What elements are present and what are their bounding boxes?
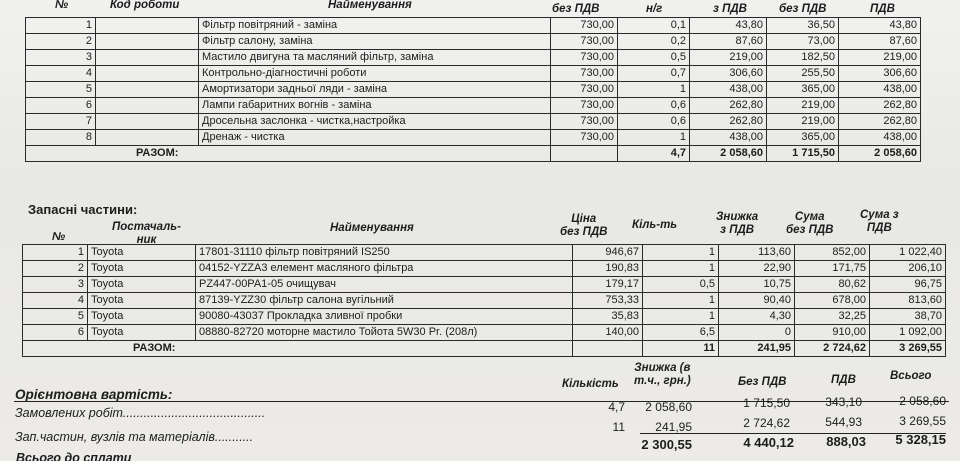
parts-cell-discount: 22,90 (719, 261, 795, 277)
parts-cell-discount: 0 (719, 325, 795, 341)
works-cell-hours: 0,6 (618, 98, 690, 114)
works-total-row (26, 146, 921, 162)
works-row (26, 130, 921, 146)
parts-cell-name: 87139-YZZ30 фільтр салона вугільний (196, 293, 573, 309)
parts-col-supplier-header: Постачаль- ник (112, 221, 181, 246)
parts-cell-name: PZ447-00PA1-05 очищувач (196, 277, 573, 293)
works-cell-price: 730,00 (551, 34, 618, 50)
parts-cell-supplier: Toyota (88, 325, 196, 341)
works-cell-price: 730,00 (551, 98, 618, 114)
parts-total-label: РАЗОМ: (23, 341, 573, 357)
works-cell-code (96, 98, 199, 114)
works-col-novat-header: без ПДВ (779, 3, 827, 15)
works-cell-no-vat: 219,00 (767, 114, 839, 130)
parts-cell-qty: 6,5 (643, 325, 719, 341)
parts-cell-sum-vat: 813,60 (870, 293, 946, 309)
summary-row-parts-total: 3 269,55 (899, 414, 946, 428)
works-cell-vat: 43,80 (839, 18, 921, 34)
works-col-price-header: без ПДВ (552, 3, 600, 15)
works-col-withvat-header: з ПДВ (713, 3, 747, 15)
summary-divider (14, 401, 949, 402)
works-cell-price: 730,00 (551, 114, 618, 130)
parts-row (23, 245, 946, 261)
parts-cell-price: 35,83 (573, 309, 643, 325)
works-cell-with-vat: 219,00 (690, 50, 767, 66)
works-row (26, 34, 921, 50)
works-cell-no-vat: 365,00 (767, 130, 839, 146)
works-cell-with-vat: 306,60 (690, 66, 767, 82)
summary-row-works-label: Замовлених робіт......................................... (15, 406, 266, 420)
works-cell-no-vat: 255,50 (767, 66, 839, 82)
works-cell-vat: 262,80 (839, 98, 921, 114)
summary-total-discount: 2 300,55 (641, 437, 692, 452)
parts-col-price-header: Ціна без ПДВ (560, 213, 608, 238)
summary-title: Орієнтовна вартість: (15, 387, 173, 402)
works-total-hours: 4,7 (618, 146, 690, 162)
works-cell-price: 730,00 (551, 82, 618, 98)
summary-row-works-vat: 343,10 (825, 395, 862, 409)
works-table (25, 17, 921, 162)
parts-cell-price: 179,17 (573, 277, 643, 293)
summary-vat-header: ПДВ (831, 374, 856, 386)
parts-col-sumnovat-header: Сума без ПДВ (786, 211, 834, 236)
summary-row-works-qty: 4,7 (608, 400, 625, 414)
parts-col-qty-header: Кіль-ть (632, 219, 678, 231)
parts-cell-supplier: Toyota (88, 261, 196, 277)
summary-row-parts-qty: 11 (612, 420, 625, 434)
works-cell-with-vat: 43,80 (690, 18, 767, 34)
parts-section-title: Запасні частини: (28, 202, 138, 217)
works-cell-no-vat: 365,00 (767, 82, 839, 98)
parts-cell-sum-no-vat: 852,00 (795, 245, 870, 261)
works-col-n-header: № (55, 0, 69, 11)
works-cell-no-vat: 182,50 (767, 50, 839, 66)
parts-cell-n: 4 (23, 293, 88, 309)
works-cell-name: Лампи габаритних вогнів - заміна (199, 98, 551, 114)
parts-cell-discount: 10,75 (719, 277, 795, 293)
works-cell-hours: 0,2 (618, 34, 690, 50)
parts-cell-qty: 1 (643, 293, 719, 309)
works-row (26, 18, 921, 34)
summary-total-vat: 888,03 (826, 434, 866, 449)
parts-cell-supplier: Toyota (88, 293, 196, 309)
works-cell-hours: 0,6 (618, 114, 690, 130)
parts-cell-qty: 1 (643, 309, 719, 325)
works-cell-with-vat: 262,80 (690, 114, 767, 130)
works-cell-n: 8 (26, 130, 96, 146)
parts-cell-n: 2 (23, 261, 88, 277)
parts-col-n-header: № (52, 231, 66, 243)
works-cell-no-vat: 73,00 (767, 34, 839, 50)
works-cell-code (96, 82, 199, 98)
works-cell-price: 730,00 (551, 66, 618, 82)
works-cell-n: 7 (26, 114, 96, 130)
works-cell-price: 730,00 (551, 18, 618, 34)
works-cell-n: 6 (26, 98, 96, 114)
parts-cell-supplier: Toyota (88, 245, 196, 261)
parts-cell-discount: 113,60 (719, 245, 795, 261)
works-cell-code (96, 18, 199, 34)
works-total-no-vat: 1 715,50 (767, 146, 839, 162)
parts-col-sumvat-header: Сума з ПДВ (860, 209, 899, 234)
parts-cell-sum-no-vat: 910,00 (795, 325, 870, 341)
summary-total-header: Всього (890, 370, 932, 382)
summary-row-works-discount: 2 058,60 (645, 400, 692, 414)
parts-cell-discount: 4,30 (719, 309, 795, 325)
works-cell-n: 3 (26, 50, 96, 66)
works-cell-with-vat: 87,60 (690, 34, 767, 50)
parts-row (23, 277, 946, 293)
parts-cell-supplier: Toyota (88, 309, 196, 325)
works-cell-code (96, 50, 199, 66)
parts-row (23, 261, 946, 277)
works-cell-name: Контрольно-діагностичні роботи (199, 66, 551, 82)
works-total-blank (551, 146, 618, 162)
works-col-hours-header: н/г (646, 3, 663, 15)
works-row (26, 66, 921, 82)
summary-novat-header: Без ПДВ (738, 376, 787, 388)
parts-cell-n: 1 (23, 245, 88, 261)
works-col-code-header: Код роботи (110, 0, 180, 11)
parts-cell-sum-vat: 206,10 (870, 261, 946, 277)
works-cell-name: Дросельна заслонка - чистка,настройка (199, 114, 551, 130)
works-cell-with-vat: 262,80 (690, 98, 767, 114)
parts-cell-sum-no-vat: 32,25 (795, 309, 870, 325)
parts-total-sum-vat: 3 269,55 (870, 341, 946, 357)
parts-cell-price: 190,83 (573, 261, 643, 277)
works-cell-no-vat: 36,50 (767, 18, 839, 34)
amount-due-label: Всього до сплати (16, 451, 132, 461)
parts-cell-n: 3 (23, 277, 88, 293)
works-cell-with-vat: 438,00 (690, 82, 767, 98)
summary-row-parts-label: Зап.частин, вузлів та матеріалів........... (15, 430, 254, 444)
works-cell-vat: 219,00 (839, 50, 921, 66)
parts-cell-sum-no-vat: 171,75 (795, 261, 870, 277)
summary-discount-header: Знижка (в т.ч., грн.) (634, 362, 691, 387)
parts-cell-price: 140,00 (573, 325, 643, 341)
parts-cell-price: 753,33 (573, 293, 643, 309)
works-row (26, 98, 921, 114)
works-cell-price: 730,00 (551, 130, 618, 146)
works-row (26, 114, 921, 130)
works-cell-hours: 1 (618, 130, 690, 146)
works-cell-vat: 438,00 (839, 130, 921, 146)
works-col-name-header: Найменування (328, 0, 412, 11)
parts-cell-name: 08880-82720 моторне мастило Тойота 5W30 Pr. (208л) (196, 325, 573, 341)
works-total-vat: 2 058,60 (839, 146, 921, 162)
works-total-with-vat: 2 058,60 (690, 146, 767, 162)
summary-row-works-total: 2 058,60 (899, 394, 946, 408)
works-cell-vat: 438,00 (839, 82, 921, 98)
parts-total-discount: 241,95 (719, 341, 795, 357)
parts-cell-qty: 0,5 (643, 277, 719, 293)
works-cell-name: Амортизатори задньої ляди - заміна (199, 82, 551, 98)
works-cell-vat: 87,60 (839, 34, 921, 50)
works-cell-hours: 0,5 (618, 50, 690, 66)
works-cell-hours: 0,1 (618, 18, 690, 34)
parts-cell-sum-vat: 38,70 (870, 309, 946, 325)
parts-table (22, 244, 946, 357)
parts-total-row (23, 341, 946, 357)
parts-total-sum-no-vat: 2 724,62 (795, 341, 870, 357)
summary-row-parts-novat: 2 724,62 (743, 416, 790, 430)
parts-total-blank (573, 341, 643, 357)
works-cell-no-vat: 219,00 (767, 98, 839, 114)
summary-total-novat: 4 440,12 (743, 435, 794, 450)
parts-cell-discount: 90,40 (719, 293, 795, 309)
works-cell-n: 5 (26, 82, 96, 98)
works-col-vat-header: ПДВ (870, 3, 895, 15)
parts-cell-name: 90080-43037 Прокладка зливної пробки (196, 309, 573, 325)
parts-cell-supplier: Toyota (88, 277, 196, 293)
parts-cell-name: 17801-31110 фільтр повітряний IS250 (196, 245, 573, 261)
parts-cell-sum-no-vat: 80,62 (795, 277, 870, 293)
works-row (26, 82, 921, 98)
works-cell-hours: 1 (618, 82, 690, 98)
summary-qty-header: Кількість (562, 378, 619, 390)
parts-cell-n: 6 (23, 325, 88, 341)
works-cell-code (96, 114, 199, 130)
parts-cell-n: 5 (23, 309, 88, 325)
works-cell-code (96, 34, 199, 50)
works-row (26, 50, 921, 66)
summary-row-parts-vat: 544,93 (825, 415, 862, 429)
works-cell-code (96, 66, 199, 82)
works-cell-n: 1 (26, 18, 96, 34)
works-cell-vat: 262,80 (839, 114, 921, 130)
works-cell-n: 4 (26, 66, 96, 82)
parts-cell-qty: 1 (643, 245, 719, 261)
works-cell-with-vat: 438,00 (690, 130, 767, 146)
summary-row-parts-discount: 241,95 (655, 420, 692, 434)
parts-cell-sum-vat: 96,75 (870, 277, 946, 293)
parts-col-discount-header: Знижка з ПДВ (716, 211, 759, 236)
parts-col-name-header: Найменування (330, 222, 414, 234)
works-cell-code (96, 130, 199, 146)
works-total-label: РАЗОМ: (26, 146, 551, 162)
parts-cell-sum-no-vat: 678,00 (795, 293, 870, 309)
parts-row (23, 309, 946, 325)
parts-cell-qty: 1 (643, 261, 719, 277)
works-cell-vat: 306,60 (839, 66, 921, 82)
parts-cell-sum-vat: 1 022,40 (870, 245, 946, 261)
works-cell-name: Мастило двигуна та масляний фільтр, заміна (199, 50, 551, 66)
works-cell-name: Фільтр салону, заміна (199, 34, 551, 50)
works-cell-name: Дренаж - чистка (199, 130, 551, 146)
summary-row-works-novat: 1 715,50 (743, 396, 790, 410)
works-cell-name: Фільтр повітряний - заміна (199, 18, 551, 34)
parts-row (23, 325, 946, 341)
works-cell-hours: 0,7 (618, 66, 690, 82)
works-cell-n: 2 (26, 34, 96, 50)
parts-total-qty: 11 (643, 341, 719, 357)
parts-cell-sum-vat: 1 092,00 (870, 325, 946, 341)
works-cell-price: 730,00 (551, 50, 618, 66)
parts-row (23, 293, 946, 309)
parts-cell-name: 04152-YZZA3 елемент масляного фільтра (196, 261, 573, 277)
summary-total-sum: 5 328,15 (895, 432, 946, 447)
parts-cell-price: 946,67 (573, 245, 643, 261)
